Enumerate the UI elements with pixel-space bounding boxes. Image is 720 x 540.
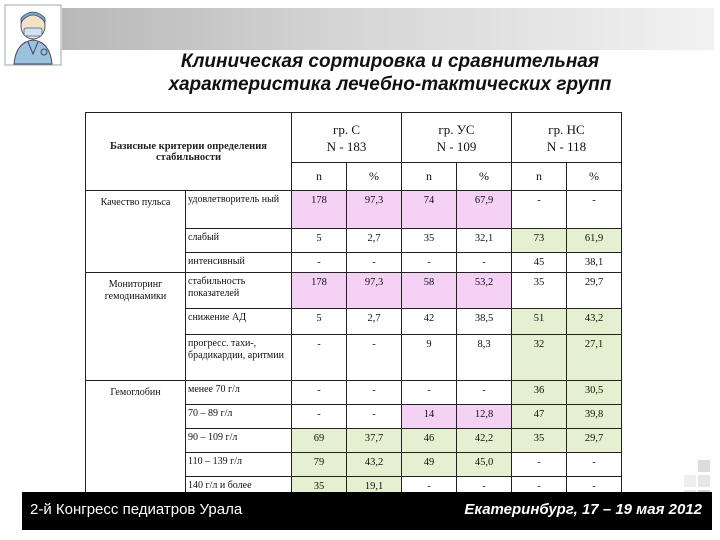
value-cell: - [457,381,512,405]
group-header-us [402,113,512,163]
row-label: прогресс. тахи-, брадикардии, аритмии [186,335,292,381]
value-cell: - [347,405,402,429]
value-cell: 38,1 [567,253,622,273]
criteria-header: Базисные критерии определения стабильности [86,113,292,191]
value-cell: 8,3 [457,335,512,381]
doctor-logo-icon [4,4,62,66]
page-title [110,50,670,96]
group-name: гр. С [332,121,360,137]
value-cell: 2,7 [347,229,402,253]
value-cell: - [567,191,622,229]
value-cell: 97,3 [347,191,402,229]
table-row [86,381,622,405]
value-cell: 73 [512,229,567,253]
group-count: N - 118 [546,138,587,154]
value-cell: - [457,477,512,499]
value-cell: 53,2 [457,273,512,309]
value-cell: - [512,453,567,477]
value-cell: 178 [292,273,347,309]
value-cell: 32 [512,335,567,381]
value-cell: - [457,253,512,273]
value-cell: 36 [512,381,567,405]
value-cell: 12,8 [457,405,512,429]
value-cell: 35 [402,229,457,253]
value-cell: - [402,477,457,499]
title-line-1: Клиническая сортировка и сравнительная [180,51,600,72]
value-cell: 45,0 [457,453,512,477]
value-cell: 58 [402,273,457,309]
row-label: удовлетворитель ный [186,191,292,229]
value-cell: 51 [512,309,567,335]
value-cell: - [292,405,347,429]
row-label: интенсивный [186,253,292,273]
value-cell: 42 [402,309,457,335]
value-cell: - [347,381,402,405]
sub-header: n [292,163,347,191]
value-cell: 46 [402,429,457,453]
row-label: 140 г/л и более [186,477,292,499]
sub-header: % [457,163,512,191]
value-cell: 9 [402,335,457,381]
value-cell: 61,9 [567,229,622,253]
sub-header: % [347,163,402,191]
value-cell: 49 [402,453,457,477]
value-cell: 37,7 [347,429,402,453]
comparison-table [85,112,622,499]
group-name: гр. НС [548,121,585,137]
row-label: менее 70 г/л [186,381,292,405]
value-cell: - [567,477,622,499]
category-cell: Качество пульса [86,191,186,273]
value-cell: - [292,381,347,405]
value-cell: 32,1 [457,229,512,253]
value-cell: 14 [402,405,457,429]
value-cell: 79 [292,453,347,477]
group-count: N - 183 [326,138,367,154]
value-cell: 35 [512,273,567,309]
value-cell: 30,5 [567,381,622,405]
footer-location-date: Екатеринбург, 17 – 19 мая 2012 [464,501,702,518]
row-label: 110 – 139 г/л [186,453,292,477]
row-label: снижение АД [186,309,292,335]
row-label: 70 – 89 г/л [186,405,292,429]
value-cell: - [512,477,567,499]
value-cell: 97,3 [347,273,402,309]
group-count: N - 109 [436,138,477,154]
value-cell: 2,7 [347,309,402,335]
category-cell: Мониторинг гемодинамики [86,273,186,381]
value-cell: 39,8 [567,405,622,429]
value-cell: 29,7 [567,273,622,309]
value-cell: 43,2 [347,453,402,477]
group-header-ns [512,113,622,163]
value-cell: 38,5 [457,309,512,335]
table-row [86,273,622,309]
value-cell: - [292,253,347,273]
value-cell: 45 [512,253,567,273]
value-cell: 19,1 [347,477,402,499]
sub-header: n [512,163,567,191]
value-cell: 69 [292,429,347,453]
group-name: гр. УС [438,121,475,137]
sub-header: % [567,163,622,191]
value-cell: 5 [292,309,347,335]
value-cell: - [402,381,457,405]
row-label: 90 – 109 г/л [186,429,292,453]
row-label: слабый [186,229,292,253]
value-cell: 29,7 [567,429,622,453]
sub-header: n [402,163,457,191]
value-cell: 74 [402,191,457,229]
value-cell: - [347,335,402,381]
value-cell: 178 [292,191,347,229]
row-label: стабильность показателей [186,273,292,309]
value-cell: 35 [292,477,347,499]
value-cell: 43,2 [567,309,622,335]
title-line-2: характеристика лечебно-тактических групп [168,74,612,95]
value-cell: - [347,253,402,273]
value-cell: 35 [512,429,567,453]
header-decoration-bar [62,8,714,50]
table-row [86,191,622,229]
value-cell: 42,2 [457,429,512,453]
category-cell: Гемоглобин [86,381,186,499]
value-cell: - [402,253,457,273]
value-cell: 5 [292,229,347,253]
value-cell: 47 [512,405,567,429]
value-cell: 67,9 [457,191,512,229]
footer-bar [22,492,712,530]
group-header-c [292,113,402,163]
value-cell: - [512,191,567,229]
value-cell: - [567,453,622,477]
value-cell: 27,1 [567,335,622,381]
footer-congress: 2-й Конгресс педиатров Урала [30,501,243,518]
value-cell: - [292,335,347,381]
